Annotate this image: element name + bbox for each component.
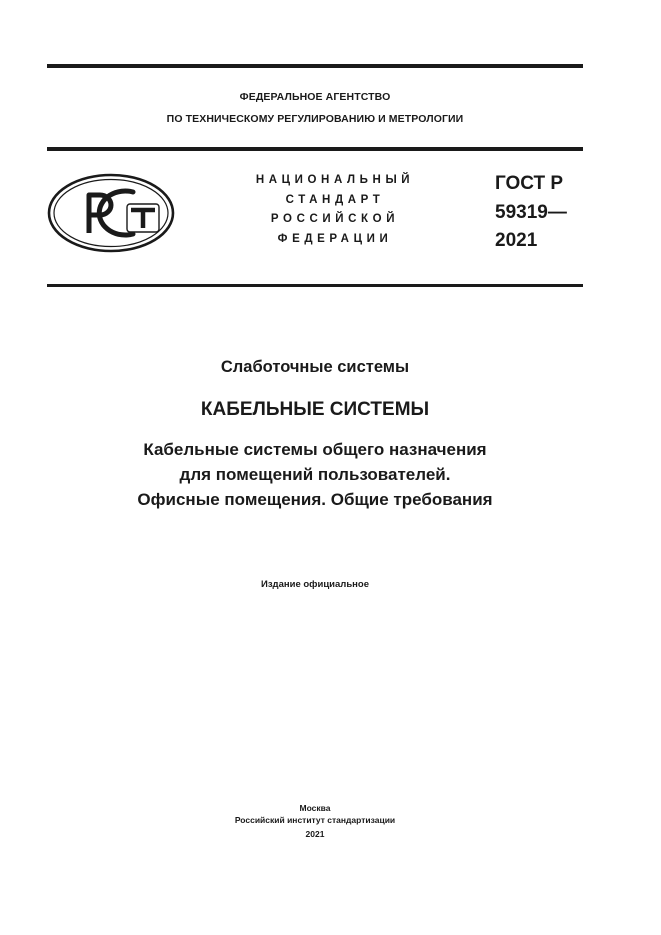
standard-type-line2: СТАНДАРТ [285, 194, 385, 206]
title-block-rule [47, 284, 583, 287]
subtitle-line1: Кабельные системы общего назначения [143, 440, 487, 459]
main-title: КАБЕЛЬНЫЕ СИСТЕМЫ [200, 399, 430, 420]
official-edition-label: Издание официальное [261, 579, 369, 590]
standard-designation-line2: 59319— [495, 202, 567, 223]
imprint-city: Москва [299, 803, 331, 813]
subtitle-line2: для помещений пользователей. [179, 465, 451, 484]
standard-type-line3: РОССИЙСКОЙ [270, 213, 400, 225]
standard-type-line1: НАЦИОНАЛЬНЫЙ [255, 174, 415, 186]
standard-designation-line3: 2021 [495, 230, 538, 251]
subtitle-line3: Офисные помещения. Общие требования [137, 490, 493, 509]
agency-name-line1: ФЕДЕРАЛЬНОЕ АГЕНТСТВО [239, 91, 391, 103]
standard-designation-line1: ГОСТ Р [495, 173, 564, 194]
header-rule [47, 147, 583, 151]
standard-type-line4: ФЕДЕРАЦИИ [277, 233, 393, 245]
imprint-publisher: Российский институт стандартизации [234, 815, 396, 825]
series-title: Слаботочные системы [220, 358, 410, 376]
agency-name-line2: ПО ТЕХНИЧЕСКОМУ РЕГУЛИРОВАНИЮ И МЕТРОЛОГИИ [166, 113, 464, 125]
imprint-year: 2021 [305, 829, 325, 839]
top-rule [47, 64, 583, 68]
rst-certification-logo-icon [47, 173, 175, 253]
